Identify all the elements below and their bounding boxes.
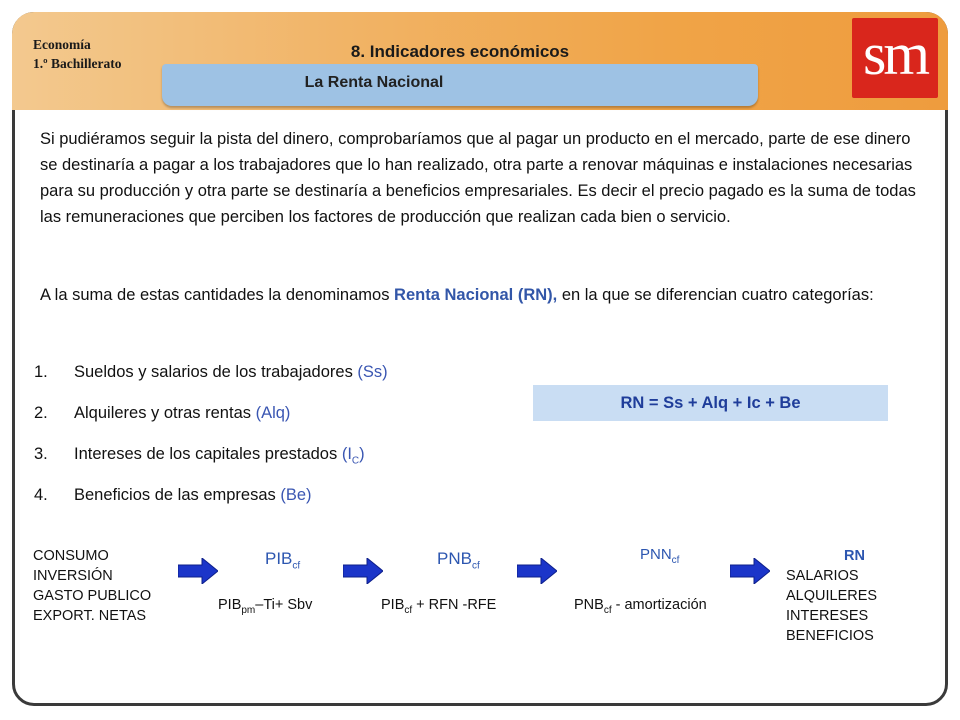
flow-formula-rest: - amortización	[611, 597, 707, 613]
section-title: 8. Indicadores económicos	[350, 42, 570, 61]
arrow-right-icon	[178, 558, 218, 584]
tab-title: La Renta Nacional	[304, 74, 444, 91]
definition-highlight: Renta Nacional (RN),	[394, 286, 558, 304]
flow-formula-rest: –Ti+ Sbv	[255, 597, 313, 613]
list-number: 3.	[34, 445, 48, 463]
flow-formula-main: PIB	[218, 597, 242, 613]
flow-step-label: PNB	[437, 549, 472, 568]
subject-label	[33, 35, 121, 73]
component-item: CONSUMO	[33, 548, 109, 564]
list-text: Alquileres y otras rentas	[74, 404, 256, 422]
list-item	[34, 360, 388, 401]
flow-formula-pnb	[381, 597, 496, 616]
component-item: INVERSIÓN	[33, 568, 113, 584]
list-text: Beneficios de las empresas	[74, 486, 281, 504]
flow-step-sub: cf	[471, 560, 480, 572]
flow-step-sub: cf	[671, 555, 680, 566]
list-item	[34, 442, 388, 483]
list-number: 1.	[34, 363, 48, 381]
flow-formula-sub: cf	[603, 604, 612, 616]
flow-formula-pib	[218, 597, 312, 616]
list-number: 4.	[34, 486, 48, 504]
flow-formula-sub: cf	[404, 604, 413, 616]
flow-step-pnb-cf	[437, 549, 480, 571]
list-abbr-open: (I	[341, 445, 352, 463]
flow-step-label: PNN	[640, 546, 672, 563]
rn-item: SALARIOS	[786, 568, 859, 584]
list-text: Sueldos y salarios de los trabajadores	[74, 363, 358, 381]
categories-list	[34, 360, 388, 524]
list-item	[34, 483, 388, 524]
component-item: GASTO PUBLICO	[33, 588, 152, 604]
flow-step-label: PIB	[265, 549, 293, 568]
list-number: 2.	[34, 404, 48, 422]
publisher-logo-text: sm	[862, 21, 928, 87]
rn-item: ALQUILERES	[786, 588, 878, 604]
flow-step-sub: cf	[292, 560, 301, 572]
component-item: EXPORT. NETAS	[33, 608, 147, 624]
definition-paragraph	[40, 282, 900, 308]
rn-label: RN	[844, 548, 865, 564]
arrow-right-icon	[517, 558, 557, 584]
flow-formula-pnn	[574, 597, 707, 616]
flow-formula-main: PNB	[574, 597, 604, 613]
list-item	[34, 401, 388, 442]
flow-step-pib-cf	[265, 549, 300, 571]
list-abbr: (Be)	[280, 486, 312, 504]
formula-box: RN = Ss + Alq + Ic + Be	[533, 385, 888, 421]
list-abbr-close: )	[359, 445, 365, 463]
subject-line-2: 1.º Bachillerato	[33, 56, 122, 71]
definition-text-before: A la suma de estas cantidades la denominamos	[40, 286, 395, 304]
flow-formula-rest: + RFN -RFE	[412, 597, 497, 613]
intro-paragraph: Si pudiéramos seguir la pista del dinero, comprobaríamos que al pagar un producto en el mercado, parte de ese dinero se destinaría a pagar a los trabajadores que lo han realizado, otra parte a renovar máquinas e instalaciones necesarias para su producción y otra parte se destinaría a beneficios empresariales. Es decir el precio pagado es la suma de todas las remuneraciones que perciben los factores de producción que realizan cada bien o servicio.	[40, 130, 916, 226]
flow-formula-main: PIB	[381, 597, 405, 613]
list-abbr-sub: C	[351, 455, 360, 467]
list-abbr: (Alq)	[255, 404, 291, 422]
subject-line-1: Economía	[33, 37, 91, 52]
list-abbr: (Ss)	[357, 363, 388, 381]
definition-text-after: en la que se diferencian cuatro categorías:	[557, 286, 874, 304]
arrow-right-icon	[343, 558, 383, 584]
list-abbr	[341, 445, 365, 467]
rn-item: BENEFICIOS	[786, 628, 874, 644]
flow-step-pnn-cf	[640, 546, 679, 566]
gdp-components	[33, 546, 151, 626]
rn-components	[786, 546, 877, 646]
arrow-right-icon	[730, 558, 770, 584]
rn-item: INTERESES	[786, 608, 869, 624]
list-text: Intereses de los capitales prestados	[74, 445, 342, 463]
flow-formula-sub: pm	[241, 604, 256, 616]
